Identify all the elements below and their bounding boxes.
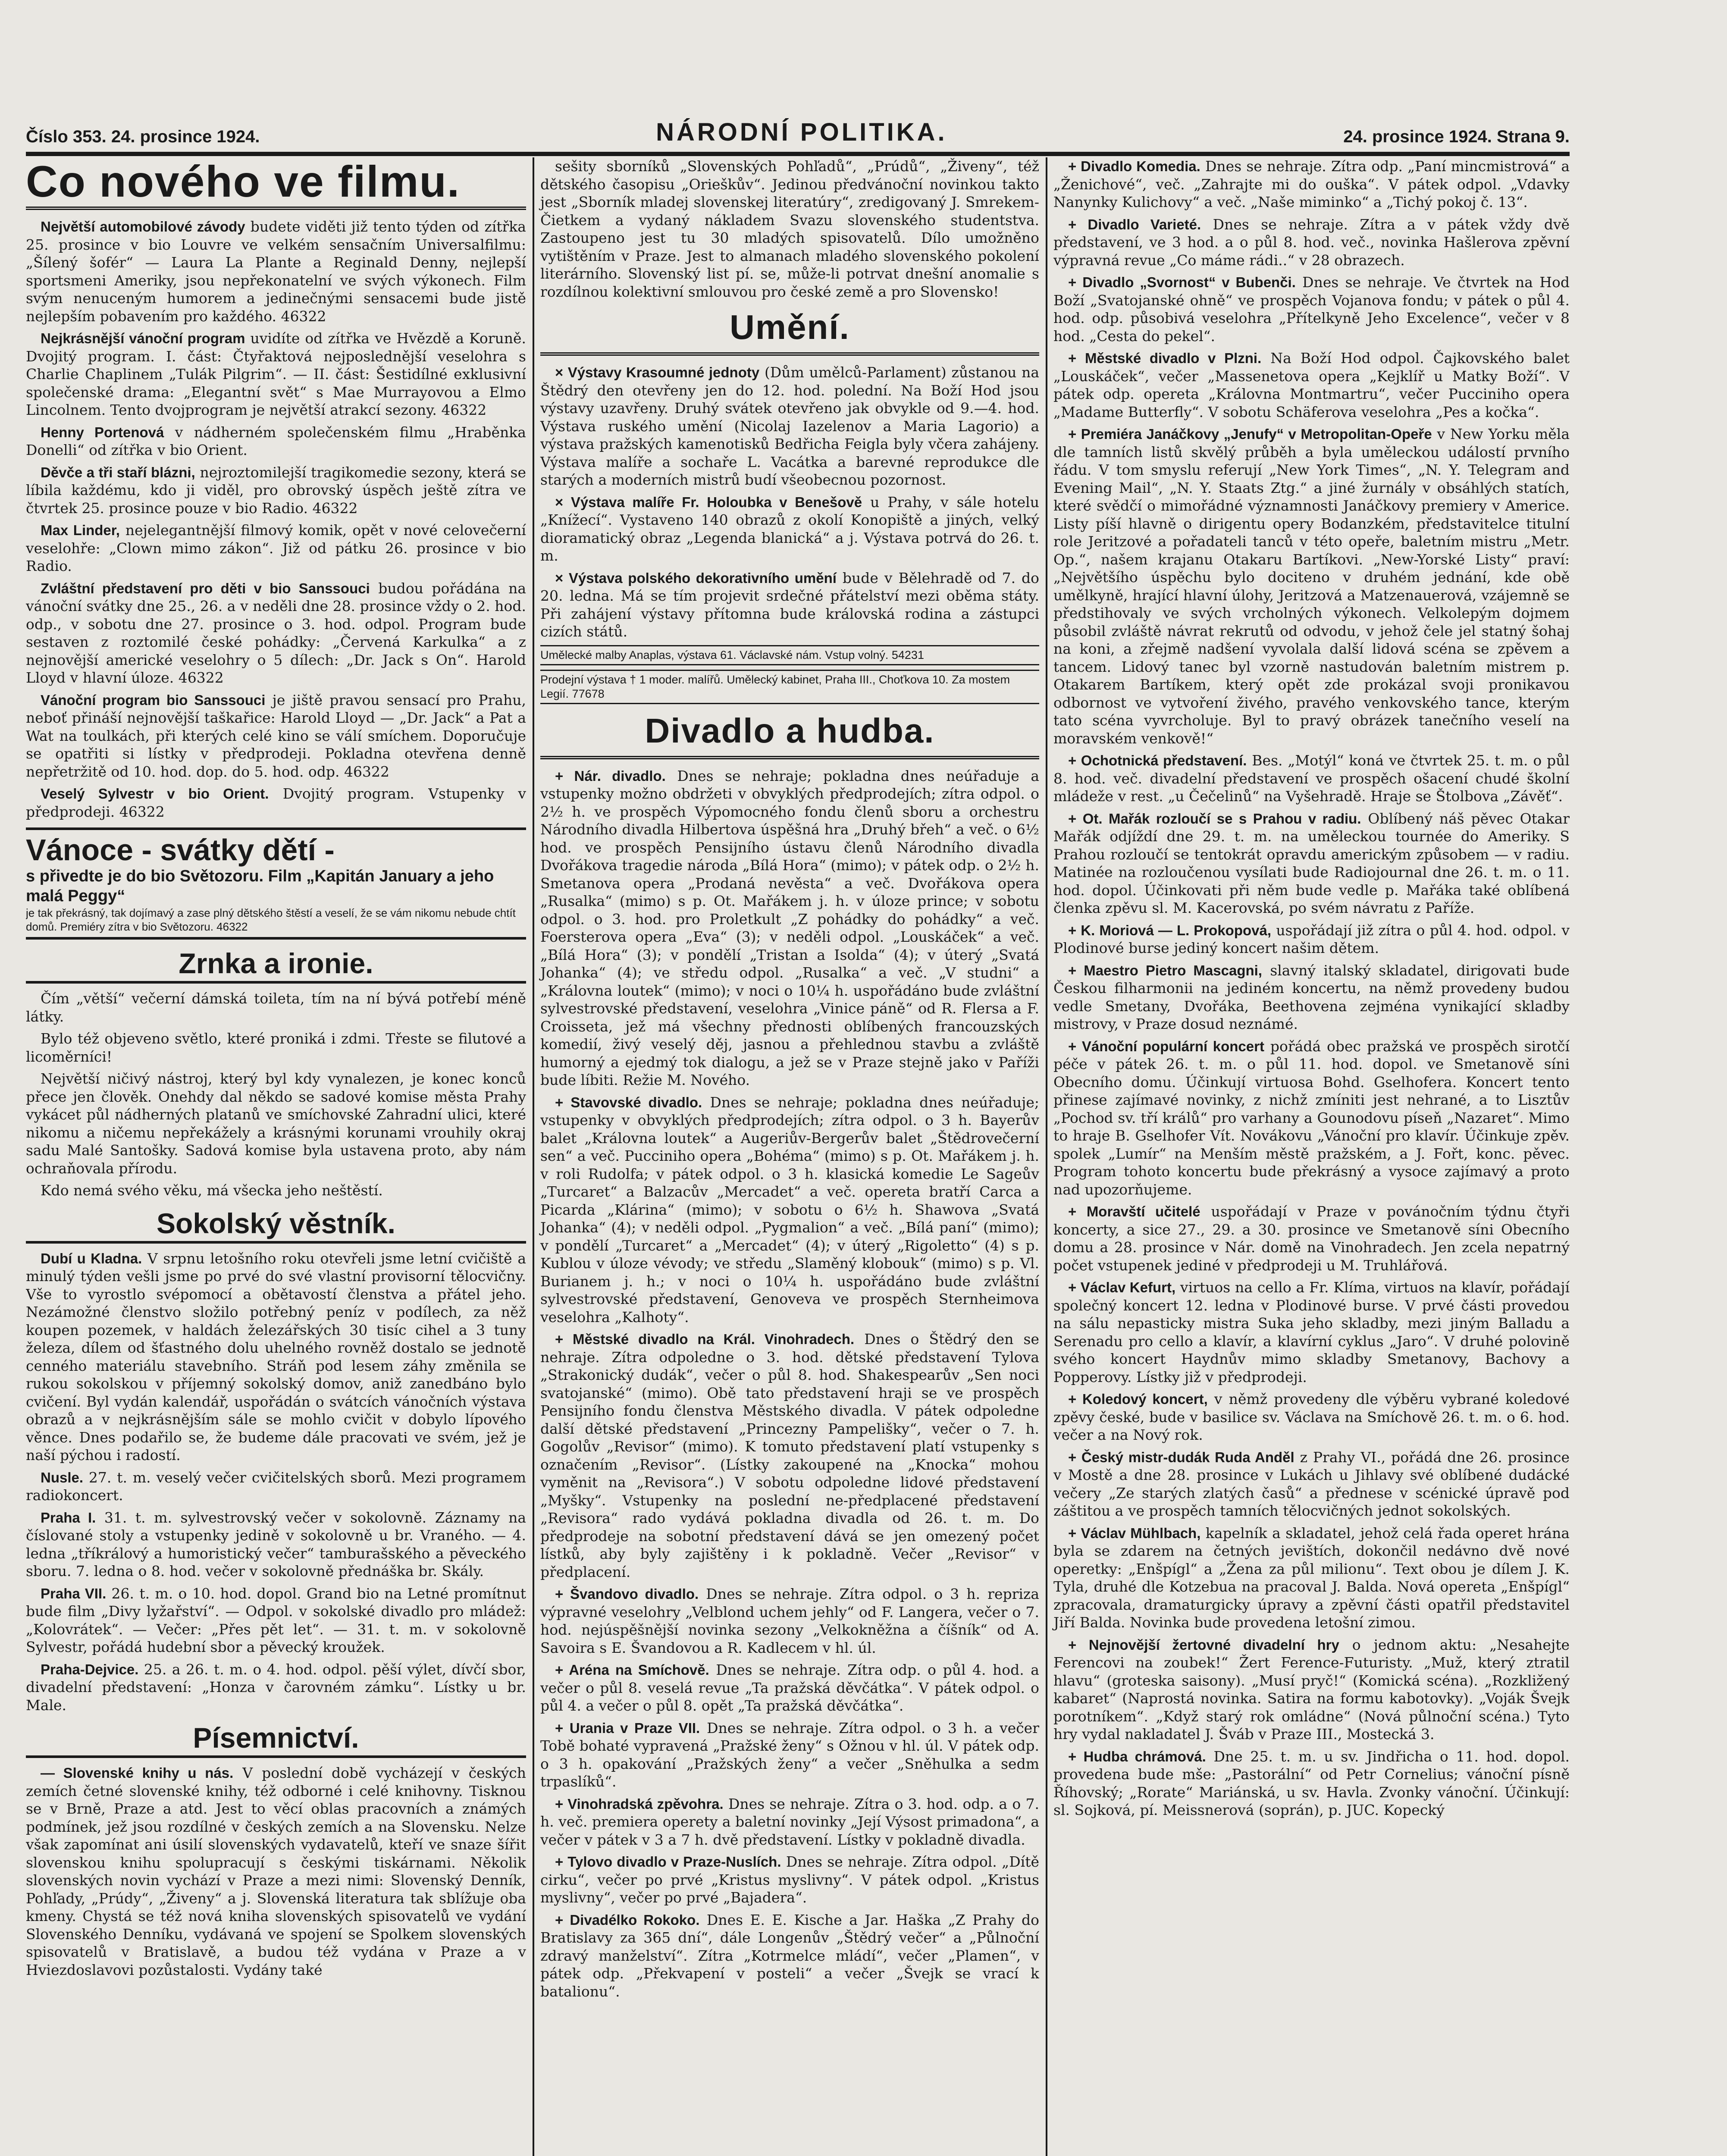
news-item-text: Dne 25. t. m. u sv. Jindřicha o 11. hod. dopol. provedena bude mše: „Pastorální“ od Petr Cornelius; vánoční písně Říhovský; „Rorate“ Mariánská, u sv. Havla. Zvonky vánoční. Účinkují: sl. Sojková, pí. Meissnerová (soprán), p. JUC. Kopecký <box>1053 1748 1570 1818</box>
news-item <box>26 785 526 821</box>
column-1 <box>26 157 526 2156</box>
section-heading-literature: Písemnictví. <box>26 1722 526 1758</box>
news-item <box>540 1585 1039 1657</box>
news-item <box>1053 216 1570 270</box>
news-item-text: virtuos na cello a Fr. Klíma, virtuos na klavír, pořádají společný koncert 12. ledna v Plodinové burse. V prvé části provedou na sálu nepasticky mistra Suka jeho skladby, mezi jiným Balladu a Serenadu pro cello a klavír, a klavírní cyklus „Jaro“. V druhé polovině svého koncert Haydnův mimo skladby Smetanovy, Bachovy a Popperovy. Lístky již v předprodeji. <box>1053 1279 1570 1385</box>
news-item <box>26 1509 526 1580</box>
news-item-lead: × Výstavy Krasoumné jednoty <box>555 364 760 380</box>
news-item-text: Bes. „Motýl“ koná ve čtvrtek 25. t. m. o půl 8. hod. več. divadelní představení ve prospěch ošacení chudé školní mládeže v rest. „u Čečelinů“ na Vyšehradě. Hraje se Štolbova „Závěť“. <box>1053 752 1570 805</box>
news-item-lead: Henny Portenová <box>41 424 164 440</box>
news-item <box>1053 1748 1570 1819</box>
news-item-text: Oblíbený náš pěvec Otakar Mařák odjíždí dne 29. t. m. na uměleckou tournée do Ameriky. S Prahou rozloučí se tentokrát opravdu americkým způsobem — v radiu. Matinée na rozloučenou vysílati bude Radiojournal dne 26. t. m. o 11. hod. dopol. Účinkovati při něm bude vedle p. Mařáka také oblíbená členka zpěvu sl. M. Kacerovská, po svém návratu z Paříže. <box>1053 810 1570 916</box>
news-item <box>1053 921 1570 957</box>
news-item-text: Kdo nemá svého věku, má všecka jeho neštěstí. <box>41 1182 383 1199</box>
ad-headline: Vánoce - svátky dětí - <box>26 833 335 867</box>
news-item-text: Dnes se nehraje. Zítra odpol. „Dítě cirku“, večer po prvé „Kristus myslivny“. V pátek odpol. „Kristus myslivny“, večer po prvé „Bajadera“. <box>540 1853 1039 1906</box>
news-item-text: 25. a 26. t. m. o 4. hod. odpol. pěší výlet, dívčí sbor, divadelní představení: „Honza v čarovném zámku“. Lístky u br. Male. <box>26 1661 526 1714</box>
news-item-text: 31. t. m. sylvestrovský večer v sokolovně. Záznamy na číslované stoly a vstupenky jedině v sokolovně u br. Vraného. — 4. ledna „tříkrálový a humoristický večer“ tamburašského a pěveckého sboru. 7. ledna o 8. hod. večer v sokolovně přednáška br. Skály. <box>26 1509 526 1579</box>
news-item <box>26 1469 526 1504</box>
anaplas-advertisement: Umělecké malby Anaplas, výstava 61. Václavské nám. Vstup volný. 54231 <box>540 645 1039 665</box>
irony-list <box>26 990 526 1200</box>
news-item-text: Dnes se nehraje. Zítra odpol. o 3 h. a večer Tobě bohaté vypravená „Pražské ženy“ s Ožnou v hl. úl. V pátek odp. o 3 h. opakování „Pražských ženy“ a večer „Sněhulka a sedm trpaslíků“. <box>540 1719 1039 1790</box>
news-item-lead: + Premiéra Janáčkovy „Jenufy“ v Metropolitan-Opeře <box>1068 426 1432 442</box>
news-item-text: slavný italský skladatel, dirigovati bude Českou filharmonii na jediném koncertu, na němž provedeny budou vedle Smetany, Dvořáka, Beethovena zejména vynikající skladby mistrovy, v Praze dosud neznámé. <box>1053 962 1570 1032</box>
news-item-text: u Prahy, v sále hotelu „Knížecí“. Vystaveno 140 obrazů z okolí Konopiště a jiných, velký dioramatický obraz „Legenda blanická“ a j. Výstava potrvá do 26. t. m. <box>540 493 1039 564</box>
news-item-lead: + Nár. divadlo. <box>555 768 666 784</box>
news-item-lead: + Český mistr-dudák Ruda Anděl <box>1068 1449 1294 1465</box>
news-item-lead: + Nejnovější žertovné divadelní hry <box>1068 1636 1339 1653</box>
news-item <box>26 1661 526 1714</box>
svetozor-advertisement <box>26 827 526 940</box>
news-item <box>540 569 1039 641</box>
news-item-lead: + Městské divadlo na Král. Vinohradech. <box>555 1331 855 1347</box>
news-item <box>540 493 1039 565</box>
news-item <box>1053 810 1570 917</box>
news-item-text: Největší ničivý nástroj, který byl kdy vynalezen, je konec konců přece jen člověk. Onehdy dal někdo se sadové komise města Prahy vykácet půl nádherných platanů ve smíchovské Zahradní ulici, které nikomu a ničemu nepřekážely a krásnými korunami vrouhily okraj sadu Malé Santošky. Sadová komise byla ustavena proto, aby nám ochraňovala přírodu. <box>26 1070 526 1177</box>
news-item-text: pořádá obec pražská ve prospěch sirotčí péče v pátek 26. t. m. o půl 11. hod. dopol. ve Smetanově síni Obecního domu. Účinkují virtuosa Bohd. Gselhofera. Koncert tento přinese zajímavé novinky, z nichž zmíniti jest nehrané, a to Lisztův „Pochod sv. tří králů“ pro varhany a Gounodovu píseň „Nazaret“. Mimo to hraje B. Gselhofer Vít. Novákovu „Vánoční pro klavír. Účinkuje zpěv. spolek „Lumír“ na Menším městě pražském, a J. Fořt, konc. pěvec. Program tohoto koncertu bude překrásný a vysoce zajímavý a proto nad upozorňujeme. <box>1053 1037 1570 1198</box>
news-item <box>26 1764 526 1979</box>
news-item <box>1053 1037 1570 1199</box>
news-item <box>1053 752 1570 805</box>
news-item-lead: — Slovenské knihy u nás. <box>41 1765 234 1781</box>
section-heading-irony: Zrnka a ironie. <box>26 947 526 984</box>
news-item-text: Na Boží Hod odpol. Čajkovského balet „Louskáček“, večer „Massenetova opera „Kejklíř u Matky Boží“. V pátek odp. opereta „Královna Montmartru“, večer Pucciniho opera „Madame Butterfly“. V sobotu Schäferova veselohra „Pes a kočka“. <box>1053 350 1570 420</box>
news-item-lead: Nusle. <box>41 1469 84 1485</box>
news-item <box>540 1795 1039 1849</box>
sokol-news-list <box>26 1250 526 1714</box>
news-item <box>1053 425 1570 747</box>
news-item-lead: + Maestro Pietro Mascagni, <box>1068 962 1262 978</box>
news-item <box>26 423 526 459</box>
page-number: 24. prosince 1924. Strana 9. <box>1343 127 1570 146</box>
news-item-lead: + Koledový koncert, <box>1068 1391 1208 1407</box>
news-item <box>540 1661 1039 1715</box>
news-item-lead: Max Linder, <box>41 522 120 538</box>
news-item-lead: + K. Moriová — L. Prokopová, <box>1068 922 1272 938</box>
issue-number: Číslo 353. 24. prosince 1924. <box>26 127 260 146</box>
news-item-text: budete viděti již tento týden od zítřka 25. prosince v bio Louvre ve velkém sensačním Universalfilmu: „Šílený šofér“ — Laura La Plante a Reginald Denny, nejlepší sportsmeni Ameriky, jsou nepřekonatelní ve svých výkonech. Film svým nenuceným humorem a jedinečnými sensacemi bude jistě nejlepším pobavením pro každého. 46322 <box>26 218 526 325</box>
news-item-lead: + Vinohradská zpěvohra. <box>555 1796 724 1812</box>
news-item-text: Dnes se nehraje; pokladna dnes neúřaduje; vstupenky v obvyklých předprodejích; zítra odpol. o 3 h. Bayerův balet „Královna loutek“ a Augeriův-Bergerův balet „Štědrovečerní sen“ a več. Pucciniho opera „Bohéma“ (mimo) s p. Ot. Mařákem j. h. v roli Rudolfa; v pátek odpol. o 3 h. klasická komedie Le Sageův „Turcaret“ a Balzacův „Mercadet“ a več. opereta bratří Carca a Picarda „Klárina“ (mimo); v sobotu o 6½ h. Shawova „Svatá Johanka“ (4); v neděli odpol. „Pygmalion“ a več. „Bílá paní“ (mimo); v pondělí „Turcaret“ a „Mercadet“ (4); v úterý „Rigoletto“ (4) s p. Kublou v úloze vévody; ve středu „Slaměný klobouk“ (mimo) s p. Vl. Burianem j. h.; v noci o 10¼ h. uspořádáno bude zvláštní sylvestrovské představení, Genoveva ve prospěch Sternheimova veselohra „Kalhoty“. <box>540 1094 1039 1326</box>
news-item-text: 26. t. m. o 10. hod. dopol. Grand bio na Letné promítnut bude film „Divy lyžařství“. — Odpol. v sokolské divadlo pro mládež: „Kolovrátek“. — Večer: „Přes pět let“. — 31. t. m. v sokolovně Sylvestr, pořádá hudební sbor a pěvecký kroužek. <box>26 1585 526 1655</box>
news-item-text: nejroztomilejší tragikomedie sezony, která se líbila každému, kdo ji viděl, pro obrovský úspěch ještě zítra ve čtvrtek 25. prosince pouze v bio Radio. 46322 <box>26 464 526 517</box>
news-item-text: Dnes se nehraje. Ve čtvrtek na Hod Boží „Svatojanské ohně“ ve prospěch Vojanova fondu; v pátek o půl 4. hod. odp. působivá veselohra „Přítelkyně Jeho Excelence“, večer v 8 hod. „Cesta do pekel“. <box>1053 274 1570 345</box>
news-item-lead: Praha-Dejvice. <box>41 1661 139 1677</box>
news-item <box>1053 1279 1570 1386</box>
news-item-text: uspořádají již zítra o půl 4. hod. odpol. v Plodinové burse jediný koncert našim dětem. <box>1053 921 1570 956</box>
ad-subheadline: s přivedte je do bio Světozoru. Film „Kapitán January a jeho malá Peggy“ <box>26 867 494 905</box>
news-item <box>540 364 1039 489</box>
masthead <box>26 112 1570 156</box>
news-item-text: V poslední době vycházejí v českých zemích četné slovenské knihy, též odborné i celé knihovny. Tisknou se v Brně, Praze a atd. Jest to věcí oblas pracovních a známých podmínek, jež jsou rozdílné v českých zemích a na Slovensku. Nelze však zapomínat ani úsilí slovenských vydavatelů, kteří ve snaze šířit slovenskou knihu spolupracují s českými tiskárnami. Několik slovenských novin vychází v Praze a mezi nimi: Slovenský Denník, Pohľady, „Prúdy“, „Živeny“ a j. Slovenská literatura tak sblížuje oba kmeny. Chystá se též nová kniha slovenských spisovatelů ve vydání Slovenského Denníku, vydávaná ve spojení se Spolkem slovenských spisovatelů v Bratislavě, a budou též vydána v Praze a v Hviezdoslavovi pozůstalosti. Vydány také <box>26 1764 526 1978</box>
news-item <box>26 1250 526 1464</box>
news-item-text: v němž provedeny dle výběru vybrané koledové zpěvy české, bude v basilice sv. Václava na Smíchově 26. t. m. o 6. hod. večer a na Nový rok. <box>1053 1391 1570 1443</box>
news-item <box>1053 1636 1570 1743</box>
news-item-text: Čím „větší“ večerní dámská toileta, tím na ní bývá potřebí méně látky. <box>26 990 526 1025</box>
section-heading-art: Umění. <box>540 305 1039 356</box>
news-item-text: budou pořádána na vánoční svátky dne 25., 26. a v neděli dne 28. prosince vždy o 2. hod. odp., v sobotu dne 27. prosince o 3. hod. odpol. Program bude sestaven z roztomilé české pohádky: „Červená Karkulka“ a z nejnovější americké veselohry o 5 dílech: „Dr. Jack s On“. Harold Lloyd v hlavní úloze. 46322 <box>26 580 526 686</box>
news-item-lead: + Urania v Praze VII. <box>555 1720 700 1736</box>
news-item-text: (Dům umělců-Parlament) zůstanou na Štědrý den otevřeny jen do 12. hod. polední. Na Boží Hod jsou výstavy uzavřeny. Druhý svátek otevřeno jak obvykle od 9.—4. hod. Výstava ruského umění (Nicolaj Iazelenov a Maria Lagorio) a výstava pražských kamenotisků Bedřicha Feigla byly včera zahájeny. Výstava malíře a sochaře L. Vacátka a barevné reprodukce dle starých a moderních mistrů budí všeobecnou pozornost. <box>540 364 1039 488</box>
news-item <box>26 990 526 1025</box>
news-item <box>1053 962 1570 1033</box>
news-item <box>540 1853 1039 1907</box>
news-item-text: V srpnu letošního roku otevřeli jsme letní cvičiště a minulý týden vešli jsme po prvé do své vlastní provisorní tělocvičny. Vše to vyrostlo svépomocí a obětavostí členstva a přátel jeho. Nezámožné členstvo složilo potřebný peníz v podílech, za něž koupen pozemek, v haldách železářských 30 tisíc cihel a 3 tuny železa, dílem od šťastného dolu uhelného rovněž dostalo se jednotě cenného materiálu stavebního. Stráň pod lesem záhy změnila se rukou sokolskou v příjemný sokolský domov, aniž zanedbáno bylo cvičení. Byl vydán kalendář, uspořádán o svátcích vánočních výstava obrazů a v nejkrásnějším sále se mohlo cvičit v dobylo lípového věnce. Dnes podařilo se, že budeme dále pracovati ve svém, jež je naší pýchou i radostí. <box>26 1250 526 1463</box>
news-item <box>540 767 1039 1089</box>
news-item-lead: + Václav Mühlbach, <box>1068 1525 1201 1541</box>
news-item <box>26 521 526 575</box>
news-item <box>1053 349 1570 421</box>
news-item-lead: Veselý Sylvestr v bio Orient. <box>41 786 269 802</box>
news-item-text: sešity sborníků „Slovenských Pohľadů“, „Prúdů“, „Živeny“, též dětského časopisu „Orieškův“. Jedinou předvánoční novinkou takto jest „Sborník mladej slovenskej literatúry“, zredigovaný J. Smrekem-Čietkem a vydaný nákladem Svazu slovenského studentstva. Zastoupeno jest tu 30 mladých spisovatelů. Dílo umožněno vytištěním v Praze. Jest to almanach mladého slovenského pokolení literárního. Slovenský list pí. se, může-li potrvat dnešní anomalie s rozdílnou kolektivní smlouvou pro české země a pro Slovensko! <box>540 158 1039 300</box>
news-item-lead: + Václav Kefurt, <box>1068 1279 1176 1295</box>
news-item <box>26 580 526 687</box>
news-item-lead: Nejkrásnější vánoční program <box>41 330 245 346</box>
news-item-text: Dnes se nehraje; pokladna dnes neúřaduje a vstupenky možno obdržeti v obvyklých předprodejích; zítra odpol. o 2½ h. ve prospěch Výpomocného fondu členů sboru a orchestru Národního divadla Hilbertova úspěšná hra „Druhý břeh“ a več. o 6½ hod. ve prospěch Pensijního ústavu členů Národního divadla Dvořákova tragedie národa „Bílá Hora“ (mimo); v pátek odp. o 2½ h. Smetanova opera „Prodaná nevěsta“ a več. Dvořákova opera „Rusalka“ (mimo) s p. Ot. Mařákem j. h. v úloze prince; v sobotu odpol. o 3. hod. pro Proletkult „Z pohádky do pohádky“ a več. Foersterova opera „Eva“ (3); v neděli odpol. „Louskáček“ a več. „Bílá Hora“ (3); v pondělí „Tristan a Isolda“ (4); v úterý „Svatá Johanka“ (4); ve středu odpol. „Rusalka“ a več. „V studni“ a „Královna loutek“ (mimo); v noci o 10¼ h. uspořádáno bude zvláštní sylvestrovské představení, veselohra „Vinice páně“ od R. Flersa a F. Croisseta, jež má všechny přednosti oblíbených francouzských komedií, živý veselý děj, jasnou a přehlednou stavbu a zvláště humorný a ejedmý tok dialogu, a jež se v Praze stejně jako v Paříži bude líbiti. Režie M. Nového. <box>540 767 1039 1088</box>
news-item <box>1053 1448 1570 1520</box>
news-item <box>540 1719 1039 1791</box>
column-2 <box>533 157 1039 2156</box>
news-item-text: Dvojitý program. Vstupenky v předprodeji. 46322 <box>26 785 526 820</box>
news-item-lead: + Vánoční populární koncert <box>1068 1038 1264 1054</box>
literature-news-list <box>26 1764 526 1979</box>
news-item <box>26 218 526 325</box>
news-item-lead: Největší automobilové závody <box>41 219 245 235</box>
news-item-text: v New Yorku měla dle tamních listů skvělý průběh a byla uměleckou událostí prvního řádu. V tom smyslu referují „New York Times“, „N. Y. Telegram and Evening Mail“, „N. Y. Staats Ztg.“ a jiné žurnály v obsáhlých statích, které svědčí o mimořádné významnosti Janáčkovy premiery v Americe. Listy píší hlavně o dirigentu opery Bodanzkém, představitelce titulní role Jeritzové a pořadateli tanců v této opeře, baletním mistru „Metr. Op.“, našem krajanu Otakaru Bartíkovi. „New-Yorské Listy“ praví: „Největšího úspěchu bylo dociteno v druhém jednání, kde obě umělkyně, hrající hlavní úlohy, Jeritzová a Matzenauerová, vzájemně se předstihovaly ve svých vrcholných výkonech. Velkolepým dojmem působil zvláště návrat rekrutů od odvodu, v jehož čele jel statný šohaj na koni, a zřejmě nadšení vyvolala další lidová scéna se zpěvem a tancem. Lidový tanec byl vzorně nastudován baletním mistrem p. Otakarem Bartíkem, který opět zde prokázal svoji pronikavou odbornost ve vytvoření živého, pravého venkovského tance, kterým tato scéna vyvrcholuje. Byl to pravý obrázek tanečního veselí na moravském venkově!“ <box>1053 426 1570 747</box>
news-item-lead: + Ochotnická představení. <box>1068 752 1247 768</box>
news-item-text: Dnes se nehraje. Zítra odpol. o 3 h. repriza výpravné veselohry „Velblond uchem jehly“ od F. Langera, večer o 7. hod. nejúspěšnější novinka sezony „Velkokněžna a číšník“ od A. Savoira s E. Švandovou a R. Kadlecem v hl. úl. <box>540 1586 1039 1656</box>
news-item <box>26 1070 526 1177</box>
news-item-text: bude v Bělehradě od 7. do 20. ledna. Má se tím projevit srdečné přátelství mezi oběma státy. Při zahájení výstavy přítomna bude královská rodina a zástupci cizích států. <box>540 569 1039 640</box>
news-item-lead: Praha I. <box>41 1509 96 1526</box>
news-item-lead: + Tylovo divadlo v Praze-Nuslích. <box>555 1854 781 1870</box>
news-item-lead: × Výstava polského dekorativního umění <box>555 570 837 586</box>
news-item-lead: + Divadlo „Svornost“ v Bubenči. <box>1068 274 1296 290</box>
news-item <box>540 1911 1039 2001</box>
film-news-list <box>26 218 526 821</box>
news-item-lead: + Moravští učitelé <box>1068 1203 1200 1219</box>
news-item-lead: Děvče a tři staří blázni, <box>41 464 195 480</box>
news-item-lead: + Divadélko Rokoko. <box>555 1912 700 1928</box>
news-item-lead: Dubí u Kladna. <box>41 1250 142 1266</box>
news-item <box>1053 273 1570 345</box>
news-item-text: v nádherném společenském filmu „Hraběnka Donelli“ od zítřka v bio Orient. <box>26 423 526 458</box>
exhibition-advertisement: Prodejní výstava † 1 moder. malířů. Umělecký kabinet, Praha III., Choťkova 10. Za mostem Legií. 77678 <box>540 670 1039 704</box>
news-item-text: kapelník a skladatel, jehož celá řada operet hrána byla se zdarem na četných jevištích, dokončil nedávno dvě nové operetky: „Enšpígl“ a „Žena za půl milionu“. Text obou je dílem J. K. Tyla, druhé dle Kotzebua na pracoval J. Balda. Nová opereta „Enšpígl“ zpracovala, dramaturgicky úpravy a zpěvní části opatřil představitel Jiří Balda. Novinka bude provedena letošní zimou. <box>1053 1524 1570 1631</box>
newspaper-title: NÁRODNÍ POLITIKA. <box>656 118 947 146</box>
news-item <box>1053 1390 1570 1444</box>
news-item <box>1053 1203 1570 1274</box>
news-item-lead: + Divadlo Varieté. <box>1068 216 1201 232</box>
news-item-text: Bylo též objeveno světlo, které proniká i zdmi. Třeste se filutové a licoměrníci! <box>26 1030 526 1065</box>
news-item-lead: + Divadlo Komedia. <box>1068 158 1200 174</box>
news-item-lead: + Stavovské divadlo. <box>555 1094 702 1110</box>
section-heading-theatre: Divadlo a hudba. <box>540 708 1039 759</box>
news-item-text: Dnes se nehraje. Zítra odp. o půl 4. hod. a večer o půl 8. veselá revue „Ta pražská děvčátka“. V pátek odpol. o půl 4. a večer o půl 8. opět „Ta pražská děvčátka“. <box>540 1661 1039 1714</box>
news-item-text: Dnes E. E. Kische a Jar. Haška „Z Prahy do Bratislavy za 365 dní“, dále Longenův „Štědrý večer“ a „Půlnoční zdravý manželství“. Zítra „Kotrmelce mládí“, večer „Plamen“, v pátek odp. „Překvapení v posteli“ a večer „Švejk se vrací k batalionu“. <box>540 1911 1039 2000</box>
section-heading-film: Co nového ve filmu. <box>26 159 526 210</box>
continued-article <box>540 157 1039 301</box>
news-item <box>26 329 526 419</box>
theatre-music-news-list <box>1053 157 1570 1819</box>
news-item-text: 27. t. m. veselý večer cvičitelských sborů. Mezi programem radiokoncert. <box>26 1469 526 1504</box>
news-item-text: o jednom aktu: „Nesahejte Ferencovi na zoubek!“ Žert Ference-Futuristy. „Muž, který ztratil hlavu“ (groteska saisony). „Musí pryč!“ (Komická scéna). „Rozkližený kabaret“ (Naprostá novinka. Satira na formu kabotovky). „Voják Švejk porotníkem“. „Když starý rok omládne“ (Nová půlnoční scéna.) Tyto hry vydal nakladatel J. Šváb v Praze III., Mostecká 3. <box>1053 1636 1570 1742</box>
news-item-lead: Zvláštní představení pro děti v bio Sanssouci <box>41 580 370 596</box>
news-item-lead: + Hudba chrámová. <box>1068 1748 1206 1764</box>
news-item <box>540 1330 1039 1581</box>
news-item-lead: + Ot. Mařák rozloučí se s Prahou v radiu. <box>1068 810 1361 827</box>
news-item <box>540 1094 1039 1326</box>
news-item <box>540 157 1039 301</box>
news-item-lead: + Aréna na Smíchově. <box>555 1662 709 1678</box>
news-item <box>26 691 526 781</box>
news-item-lead: Vánoční program bio Sanssouci <box>41 692 266 708</box>
news-item-lead: × Výstava malíře Fr. Holoubka v Benešově <box>555 494 862 510</box>
news-item <box>26 1181 526 1200</box>
art-news-list <box>540 364 1039 641</box>
column-3 <box>1046 157 1570 2156</box>
news-item-text: je jiště pravou sensací pro Prahu, neboť přináší nejnovější taškařice: Harold Lloyd — „Dr. Jack“ a Pat a Wat na toulkách, při kterých celé kino se válí smíchem. Doporučuje se opatřiti si lístky v předprodeji. Pokladna otevřena denně nepřetržitě od 10. hod. dop. do 5. hod. odp. 46322 <box>26 691 526 780</box>
news-item-text: Dnes se nehraje. Zítra o 3. hod. odp. a o 7. h. več. premiera operety a baletní novinky „Její Výsost primadona“, a večer v pátek v 3 a 7 h. dvě představení. Lístky v pokladně divadla. <box>540 1795 1039 1848</box>
news-item-lead: + Městské divadlo v Plzni. <box>1068 350 1262 366</box>
news-item-text: nejelegantnější filmový komik, opět v nové celovečerní veselohře: „Clown mimo zákon“. Již od pátku 26. prosince v bio Radio. <box>26 522 526 574</box>
news-item-lead: + Švandovo divadlo. <box>555 1586 699 1602</box>
news-item-text: Dnes se nehraje. Zítra a v pátek vždy dvě představení, ve 3 hod. a o půl 8. hod. več., novinka Hašlerova zpěvní výpravná revue „Co máme rádi..“ v 28 obrazech. <box>1053 216 1570 269</box>
ad-body: je tak překrásný, tak dojímavý a zase plný dětského štěstí a veselí, že se vám nikomu nebude chtít domů. Premiéry zítra v bio Světozoru. 46322 <box>26 906 516 933</box>
news-item <box>26 1030 526 1065</box>
theatre-news-list <box>540 767 1039 2001</box>
news-item-text: uspořádají v Praze v povánočním týdnu čtyři koncerty, a sice 27., 29. a 30. prosince ve Smetanově síni Obecního domu a 28. prosince v Nár. domě na Vinohradech. Jen zcela nepatrný počet vstupenek jediné v předprodeji u M. Truhlářová. <box>1053 1203 1570 1274</box>
news-item <box>1053 1524 1570 1632</box>
news-item <box>26 1585 526 1656</box>
news-item-text: uvidíte od zítřka ve Hvězdě a Koruně. Dvojitý program. I. část: Čtyřaktová nejposlednější veselohra s Charlie Chaplinem „Tulák Pilgrim“. — II. část: Šestidílné exklusivní společenské drama: „Elegantní svět“ s Mae Murrayovou a Elmo Lincolnem. Tento dvojprogram je největší atrakcí sezony. 46322 <box>26 330 526 418</box>
news-item-text: z Prahy VI., pořádá dne 26. prosince v Mostě a dne 28. prosince v Lukách u Jihlavy své oblíbené dudácké večery „Ze starých zlatých časů“ a přednese v scénické úpravě pod záštitou a ve prospěch tamních tělocvičných jednot sokolských. <box>1053 1448 1570 1519</box>
news-item <box>26 464 526 517</box>
news-item-text: Dnes se nehraje. Zítra odp. „Paní mincmistrová“ a „Ženichové“, več. „Zahrajte mi do ouška“. V pátek odpol. „Vdavky Nanynky Kulichovy“ a več. „Naše miminko“ a „Tichý pokoj č. 13“. <box>1053 158 1570 210</box>
section-heading-sokol: Sokolský věstník. <box>26 1207 526 1244</box>
news-item-text: Dnes o Štědrý den se nehraje. Zítra odpoledne o 3. hod. dětské představení Tylova „Strakonický dudák“, večer o půl 8. hod. Shakespearův „Sen noci svatojanské“ (mimo). Obě tato představení hraji se ve prospěch Pensijního fondu členstva Městského divadla. V pátek odpoledne další dětské představení „Princezny Pampelišky“, večer o 7. h. Gogolův „Revisor“ (mimo). K tomuto představení platí vstupenky s označením „Revisor“. (Lístky zakoupené na „Knocka“ mohou vyměnit na „Revisora“.) V sobotu odpoledne lidové představení „Myšky“. Vstupenky na poslední ne-předplacené představení „Revisora“ rado vydává pokladna divadla od 26. t. m. Do předprodeje na sobotní představení dává se jen omezený počet lístků, aby byly zajištěny i k pokladně. Večer „Revisor“ v předplacení. <box>540 1331 1039 1580</box>
news-item-lead: Praha VII. <box>41 1585 107 1601</box>
news-item <box>1053 157 1570 211</box>
